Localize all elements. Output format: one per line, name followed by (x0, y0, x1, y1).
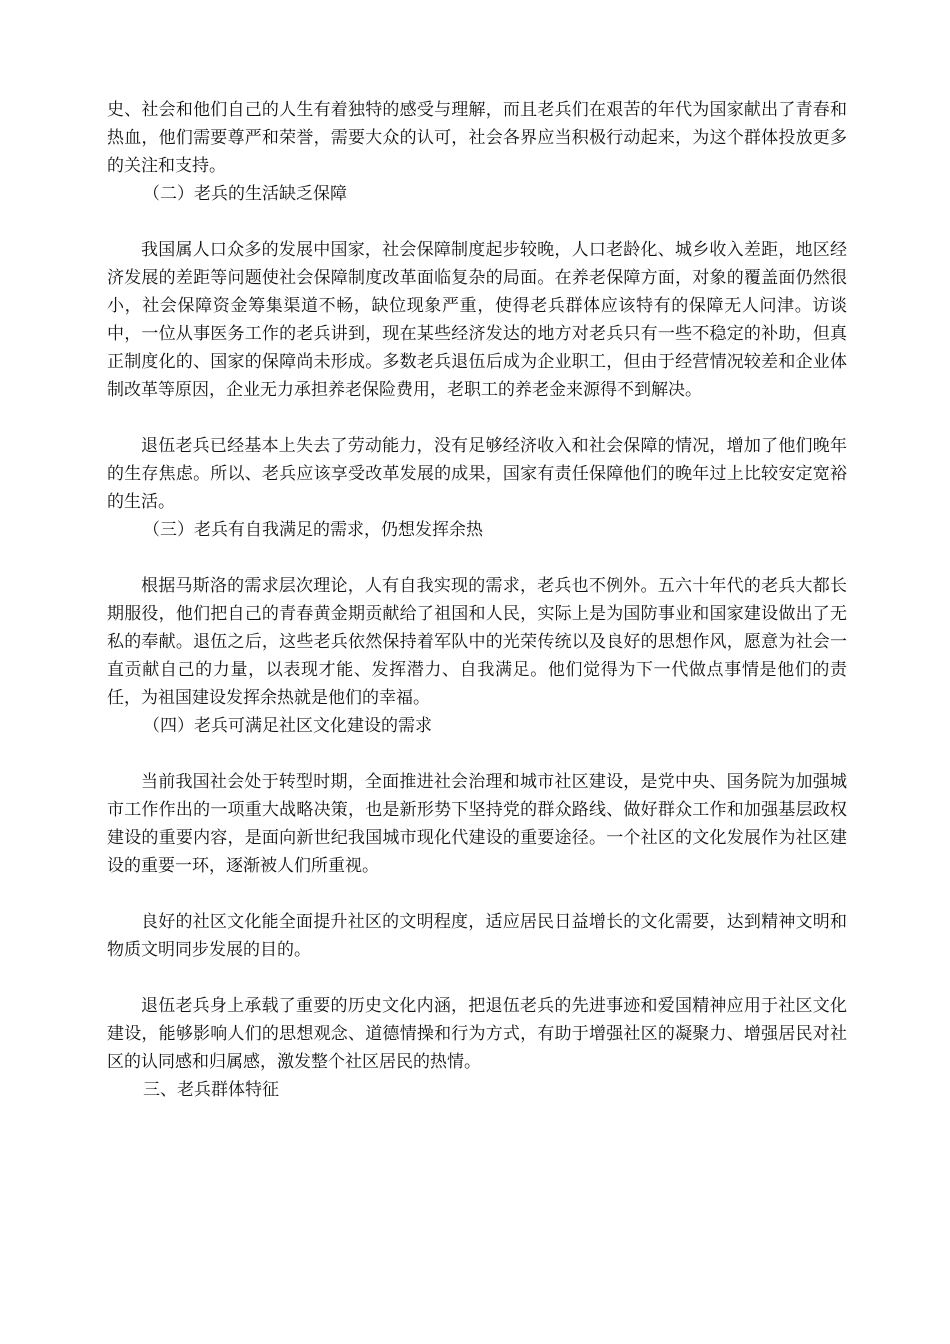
paragraph: 良好的社区文化能全面提升社区的文明程度，适应居民日益增长的文化需要，达到精神文明和物质文明同步发展的目的。 (107, 912, 847, 960)
document-page (107, 96, 847, 1104)
paragraph: 我国属人口众多的发展中国家，社会保障制度起步较晚，人口老龄化、城乡收入差距，地区经济发展的差距等问题使社会保障制度改革面临复杂的局面。在养老保障方面，对象的覆盖面仍然很小，社会保障资金筹集渠道不畅，缺位现象严重，使得老兵群体应该特有的保障无人问津。访谈中，一位从事医务工作的老兵讲到，现在某些经济发达的地方对老兵只有一些不稳定的补助，但真正制度化的、国家的保障尚未形成。多数老兵退伍后成为企业职工，但由于经营情况较差和企业体制改革等原因，企业无力承担养老保险费用，老职工的养老金来源得不到解决。 (107, 240, 847, 400)
paragraph: 退伍老兵已经基本上失去了劳动能力，没有足够经济收入和社会保障的情况，增加了他们晚年的生存焦虑。所以、老兵应该享受改革发展的成果，国家有责任保障他们的晚年过上比较安定宽裕的生活。 (107, 436, 847, 512)
chapter-heading-3: 三、老兵群体特征 (143, 1080, 279, 1100)
paragraph: 当前我国社会处于转型时期，全面推进社会治理和城市社区建设，是党中央、国务院为加强城市工作作出的一项重大战略决策，也是新形势下坚持党的群众路线、做好群众工作和加强基层政权建设的重要内容，是面向新世纪我国城市现化代建设的重要途径。一个社区的文化发展作为社区建设的重要一环，逐渐被人们所重视。 (107, 772, 847, 876)
section-heading-3: （三）老兵有自我满足的需求，仍想发挥余热 (143, 520, 483, 540)
paragraph: 根据马斯洛的需求层次理论，人有自我实现的需求，老兵也不例外。五六十年代的老兵大都长期服役，他们把自己的青春黄金期贡献给了祖国和人民，实际上是为国防事业和国家建设做出了无私的奉献。退伍之后，这些老兵依然保持着军队中的光荣传统以及良好的思想作风，愿意为社会一直贡献自己的力量，以表现才能、发挥潜力、自我满足。他们觉得为下一代做点事情是他们的责任，为祖国建设发挥余热就是他们的幸福。 (107, 576, 847, 708)
paragraph-continuation: 史、社会和他们自己的人生有着独特的感受与理解，而且老兵们在艰苦的年代为国家献出了青春和热血，他们需要尊严和荣誉，需要大众的认可，社会各界应当积极行动起来，为这个群体投放更多的关注和支持。 (107, 100, 847, 176)
section-heading-2: （二）老兵的生活缺乏保障 (143, 184, 347, 204)
section-heading-4: （四）老兵可满足社区文化建设的需求 (143, 716, 432, 736)
paragraph: 退伍老兵身上承载了重要的历史文化内涵，把退伍老兵的先进事迹和爱国精神应用于社区文化建设，能够影响人们的思想观念、道德情操和行为方式，有助于增强社区的凝聚力、增强居民对社区的认同感和归属感，激发整个社区居民的热情。 (107, 996, 847, 1072)
